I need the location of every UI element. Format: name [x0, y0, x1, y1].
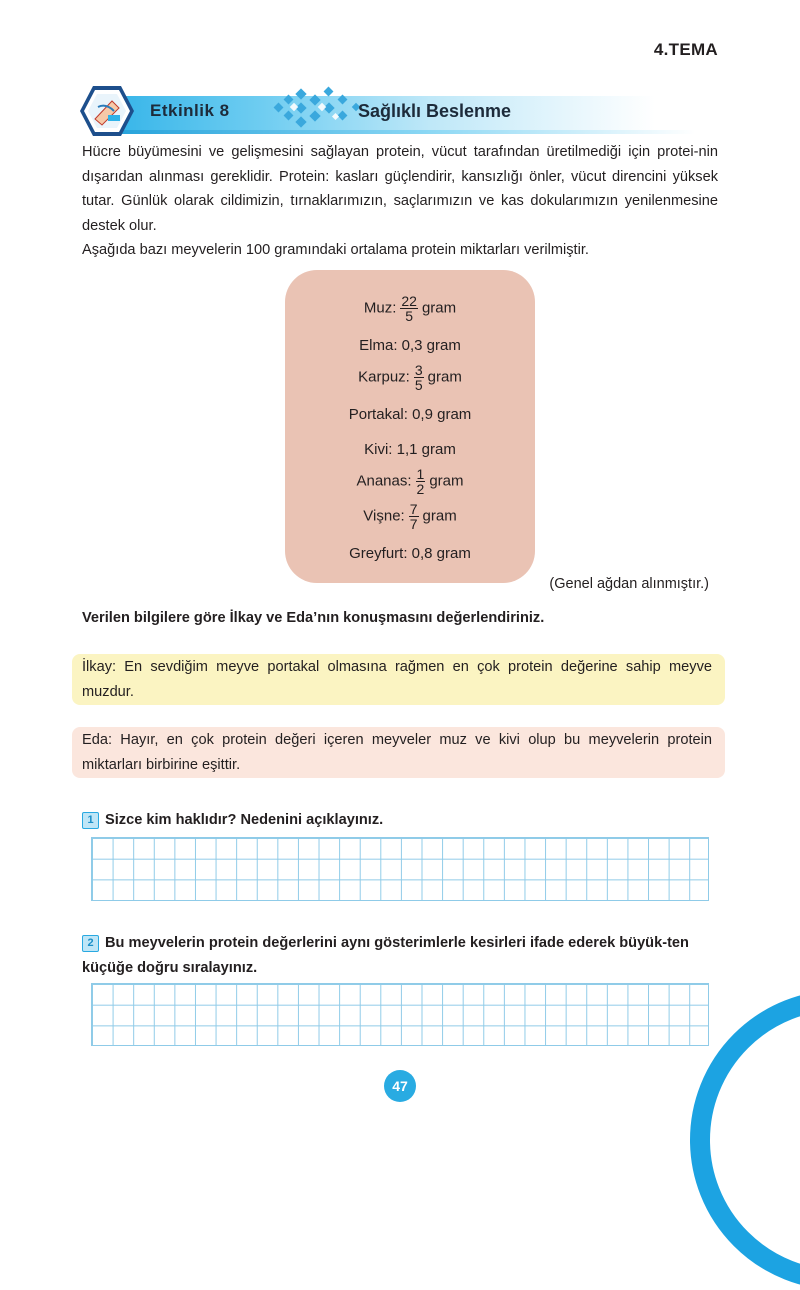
fruit-item: Vişne: $\frac{7}{7}$ gram	[363, 501, 457, 532]
activity-label: Etkinlik 8	[150, 101, 230, 120]
intro-paragraph-1: Hücre büyümesini ve gelişmesini sağlayan protein, vücut tarafından üretilmediği için protei-nin dışarıdan alınması gereklidir. Protein: kasları güçlendirir, kansızlığı önler, vücut direncini yüksek tutar. Günlük olarak cildimizin, tırnaklarımızın, saçlarımızın ve kas dokularımızın yenilenmesine destek olur.	[82, 144, 718, 234]
fruit-item: Elma: 0,3 gram	[359, 337, 461, 354]
fruit-item: Karpuz: $\frac{3}{5}$ gram	[358, 362, 462, 393]
activity-icon	[78, 83, 136, 139]
question-1	[82, 808, 718, 833]
fraction: $\frac{1}{2}$	[416, 466, 425, 497]
question-text: Bu meyvelerin protein değerlerini aynı gösterimlerle kesirleri ifade ederek büyük-ten küçüğe doğru sıralayınız.	[82, 935, 689, 976]
fruit-item: Ananas: $\frac{1}{2}$ gram	[356, 466, 464, 497]
fruit-item: Muz: $\frac{22}{5}$ gram	[363, 293, 457, 324]
source-note: (Genel ağdan alınmıştır.)	[549, 576, 709, 592]
question-number-badge: 2	[82, 935, 99, 952]
header-underline	[95, 130, 695, 134]
eda-statement: Eda: Hayır, en çok protein değeri içeren meyveler muz ve kivi olup bu meyvelerin protein miktarları birbirine eşittir.	[72, 727, 725, 778]
fruit-protein-box	[285, 270, 535, 583]
question-text: Sizce kim haklıdır? Nedenini açıklayınız.	[105, 812, 384, 828]
intro-text	[82, 140, 718, 263]
fraction: $\frac{3}{5}$	[414, 362, 423, 393]
page-number: 47	[384, 1070, 416, 1102]
ilkay-statement: İlkay: En sevdiğim meyve portakal olmasına rağmen en çok protein değerine sahip meyve muzdur.	[72, 654, 725, 705]
fruit-item: Kivi: 1,1 gram	[364, 441, 456, 458]
question-2	[82, 931, 718, 980]
instruction: Verilen bilgilere göre İlkay ve Eda’nın konuşmasını değerlendiriniz.	[82, 610, 545, 626]
fraction: $\frac{7}{7}$	[409, 501, 418, 532]
theme-label: 4.TEMA	[653, 40, 718, 59]
question-number-badge: 1	[82, 812, 99, 829]
fraction: $\frac{22}{5}$	[401, 293, 417, 324]
intro-paragraph-2: Aşağıda bazı meyvelerin 100 gramındaki ortalama protein miktarları verilmiştir.	[82, 242, 589, 258]
answer-grid-2[interactable]	[91, 983, 709, 1046]
fruit-item: Portakal: 0,9 gram	[348, 406, 472, 423]
fruit-item: Greyfurt: 0,8 gram	[349, 545, 471, 562]
activity-title: Sağlıklı Beslenme	[358, 101, 512, 121]
answer-grid-1[interactable]	[91, 837, 709, 901]
